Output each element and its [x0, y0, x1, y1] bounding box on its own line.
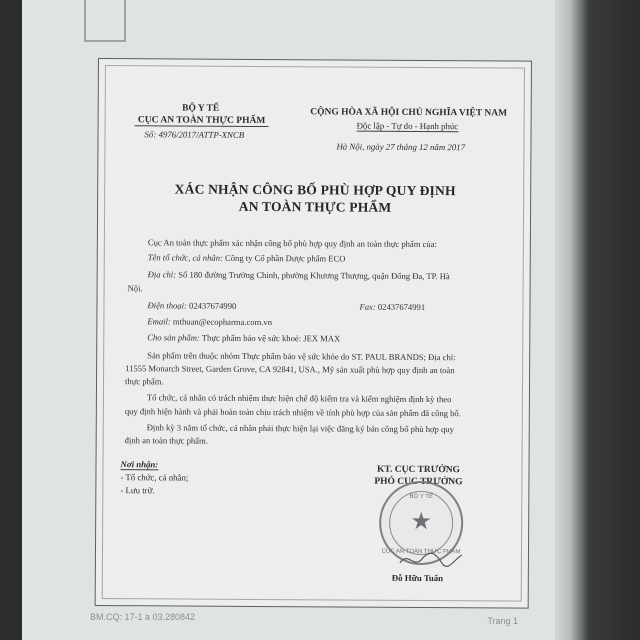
product-value: Thực phẩm bảo vệ sức khoẻ: JEX MAX: [201, 332, 341, 344]
seal-bottom-text: CỤC AN TOÀN THỰC PHẨM: [381, 548, 461, 556]
title-line-1: XÁC NHẬN CÔNG BỐ PHÙ HỢP QUY ĐỊNH: [174, 181, 456, 199]
email-row: [147, 316, 272, 327]
back-page-number: Trang 1: [487, 616, 518, 626]
org-value: Công ty Cổ phần Dược phẩm ECO: [225, 252, 346, 264]
motto: Độc lập - Tự do - Hạnh phúc: [356, 120, 459, 132]
email-label: Email:: [147, 316, 171, 327]
address-label: Địa chỉ:: [147, 269, 177, 280]
recipient-2: - Lưu trữ.: [120, 485, 155, 496]
phone-value: 02437674990: [189, 300, 237, 311]
background-shadow: [555, 0, 640, 640]
signature-mark: [396, 549, 466, 571]
phone-label: Điện thoại:: [147, 300, 187, 311]
paragraph-1-line-3: thực phẩm.: [124, 376, 164, 387]
paragraph-3-line-2: định an toàn thực phẩm.: [124, 435, 208, 446]
certificate-document: [95, 58, 532, 609]
paragraph-1-line-1: Sản phẩm trên thuộc nhóm Thực phẩm bảo vệ sức khỏe do ST. PAUL BRANDS; Địa chỉ:: [147, 350, 456, 363]
fax-label: Fax:: [359, 301, 376, 312]
seal-star-icon: ★: [410, 508, 433, 536]
recipients-title: Nơi nhận:: [120, 459, 159, 470]
sign-title-2: PHÓ CỤC TRƯỞNG: [374, 476, 463, 488]
binder-mark: [84, 0, 126, 42]
paragraph-1-line-2: 11555 Monarch Street, Garden Grove, CA 92841, USA., Mỹ sản xuất phù hợp quy định an toàn: [125, 363, 455, 376]
address-row: [148, 269, 450, 281]
phone-row: [147, 300, 236, 311]
place-date: Hà Nội, ngày 27 tháng 12 năm 2017: [336, 141, 466, 153]
ministry-name: BỘ Y TẾ: [182, 103, 220, 114]
nation-title: CỘNG HÒA XÃ HỘI CHỦ NGHĨA VIỆT NAM: [310, 107, 508, 119]
signer-name: Đỗ Hữu Tuấn: [391, 572, 444, 584]
paragraph-3-line-1: Định kỳ 3 năm tổ chức, cá nhân phải thực hiện lại việc đăng ký bản công bố phù hợp quy: [146, 422, 454, 435]
paragraph-2-line-1: Tổ chức, cá nhân có trách nhiệm thực hiện chế độ kiểm tra và kiểm nghiệm định kỳ theo: [146, 392, 452, 405]
sign-title-1: KT. CỤC TRƯỞNG: [376, 464, 461, 476]
back-page-code: BM.CQ: 17-1 a 03.280842: [90, 612, 196, 622]
org-row: [148, 252, 346, 263]
email-value: mthuan@ecopharma.com.vn: [172, 316, 273, 328]
document-number: Số: 4976/2017/ATTP-XNCB: [144, 129, 245, 140]
paragraph-2-line-2: quy định hiện hành và phải hoàn toàn chịu trách nhiệm về tính phù hợp của sản phẩm đã công bố.: [124, 406, 461, 419]
fax-row: [359, 302, 425, 312]
fax-value: 02437674991: [377, 301, 426, 313]
product-row: [147, 332, 340, 343]
org-label: Tên tổ chức, cá nhân:: [147, 252, 223, 263]
agency-name: CỤC AN TOÀN THỰC PHẨM: [135, 115, 269, 127]
address-value-cont: Nội.: [127, 283, 143, 294]
recipient-1: - Tổ chức, cá nhân;: [120, 472, 189, 483]
seal-top-text: BỘ Y TẾ: [409, 493, 434, 501]
title-line-2: AN TOÀN THỰC PHẨM: [238, 198, 392, 215]
address-value: Số 180 đường Trường Chinh, phường Khương Thượng, quận Đống Đa, TP. Hà: [178, 269, 450, 282]
product-label: Cho sản phẩm:: [147, 332, 200, 343]
intro-text: Cục An toàn thực phẩm xác nhận công bố phù hợp quy định an toàn thực phẩm của:: [147, 237, 437, 250]
